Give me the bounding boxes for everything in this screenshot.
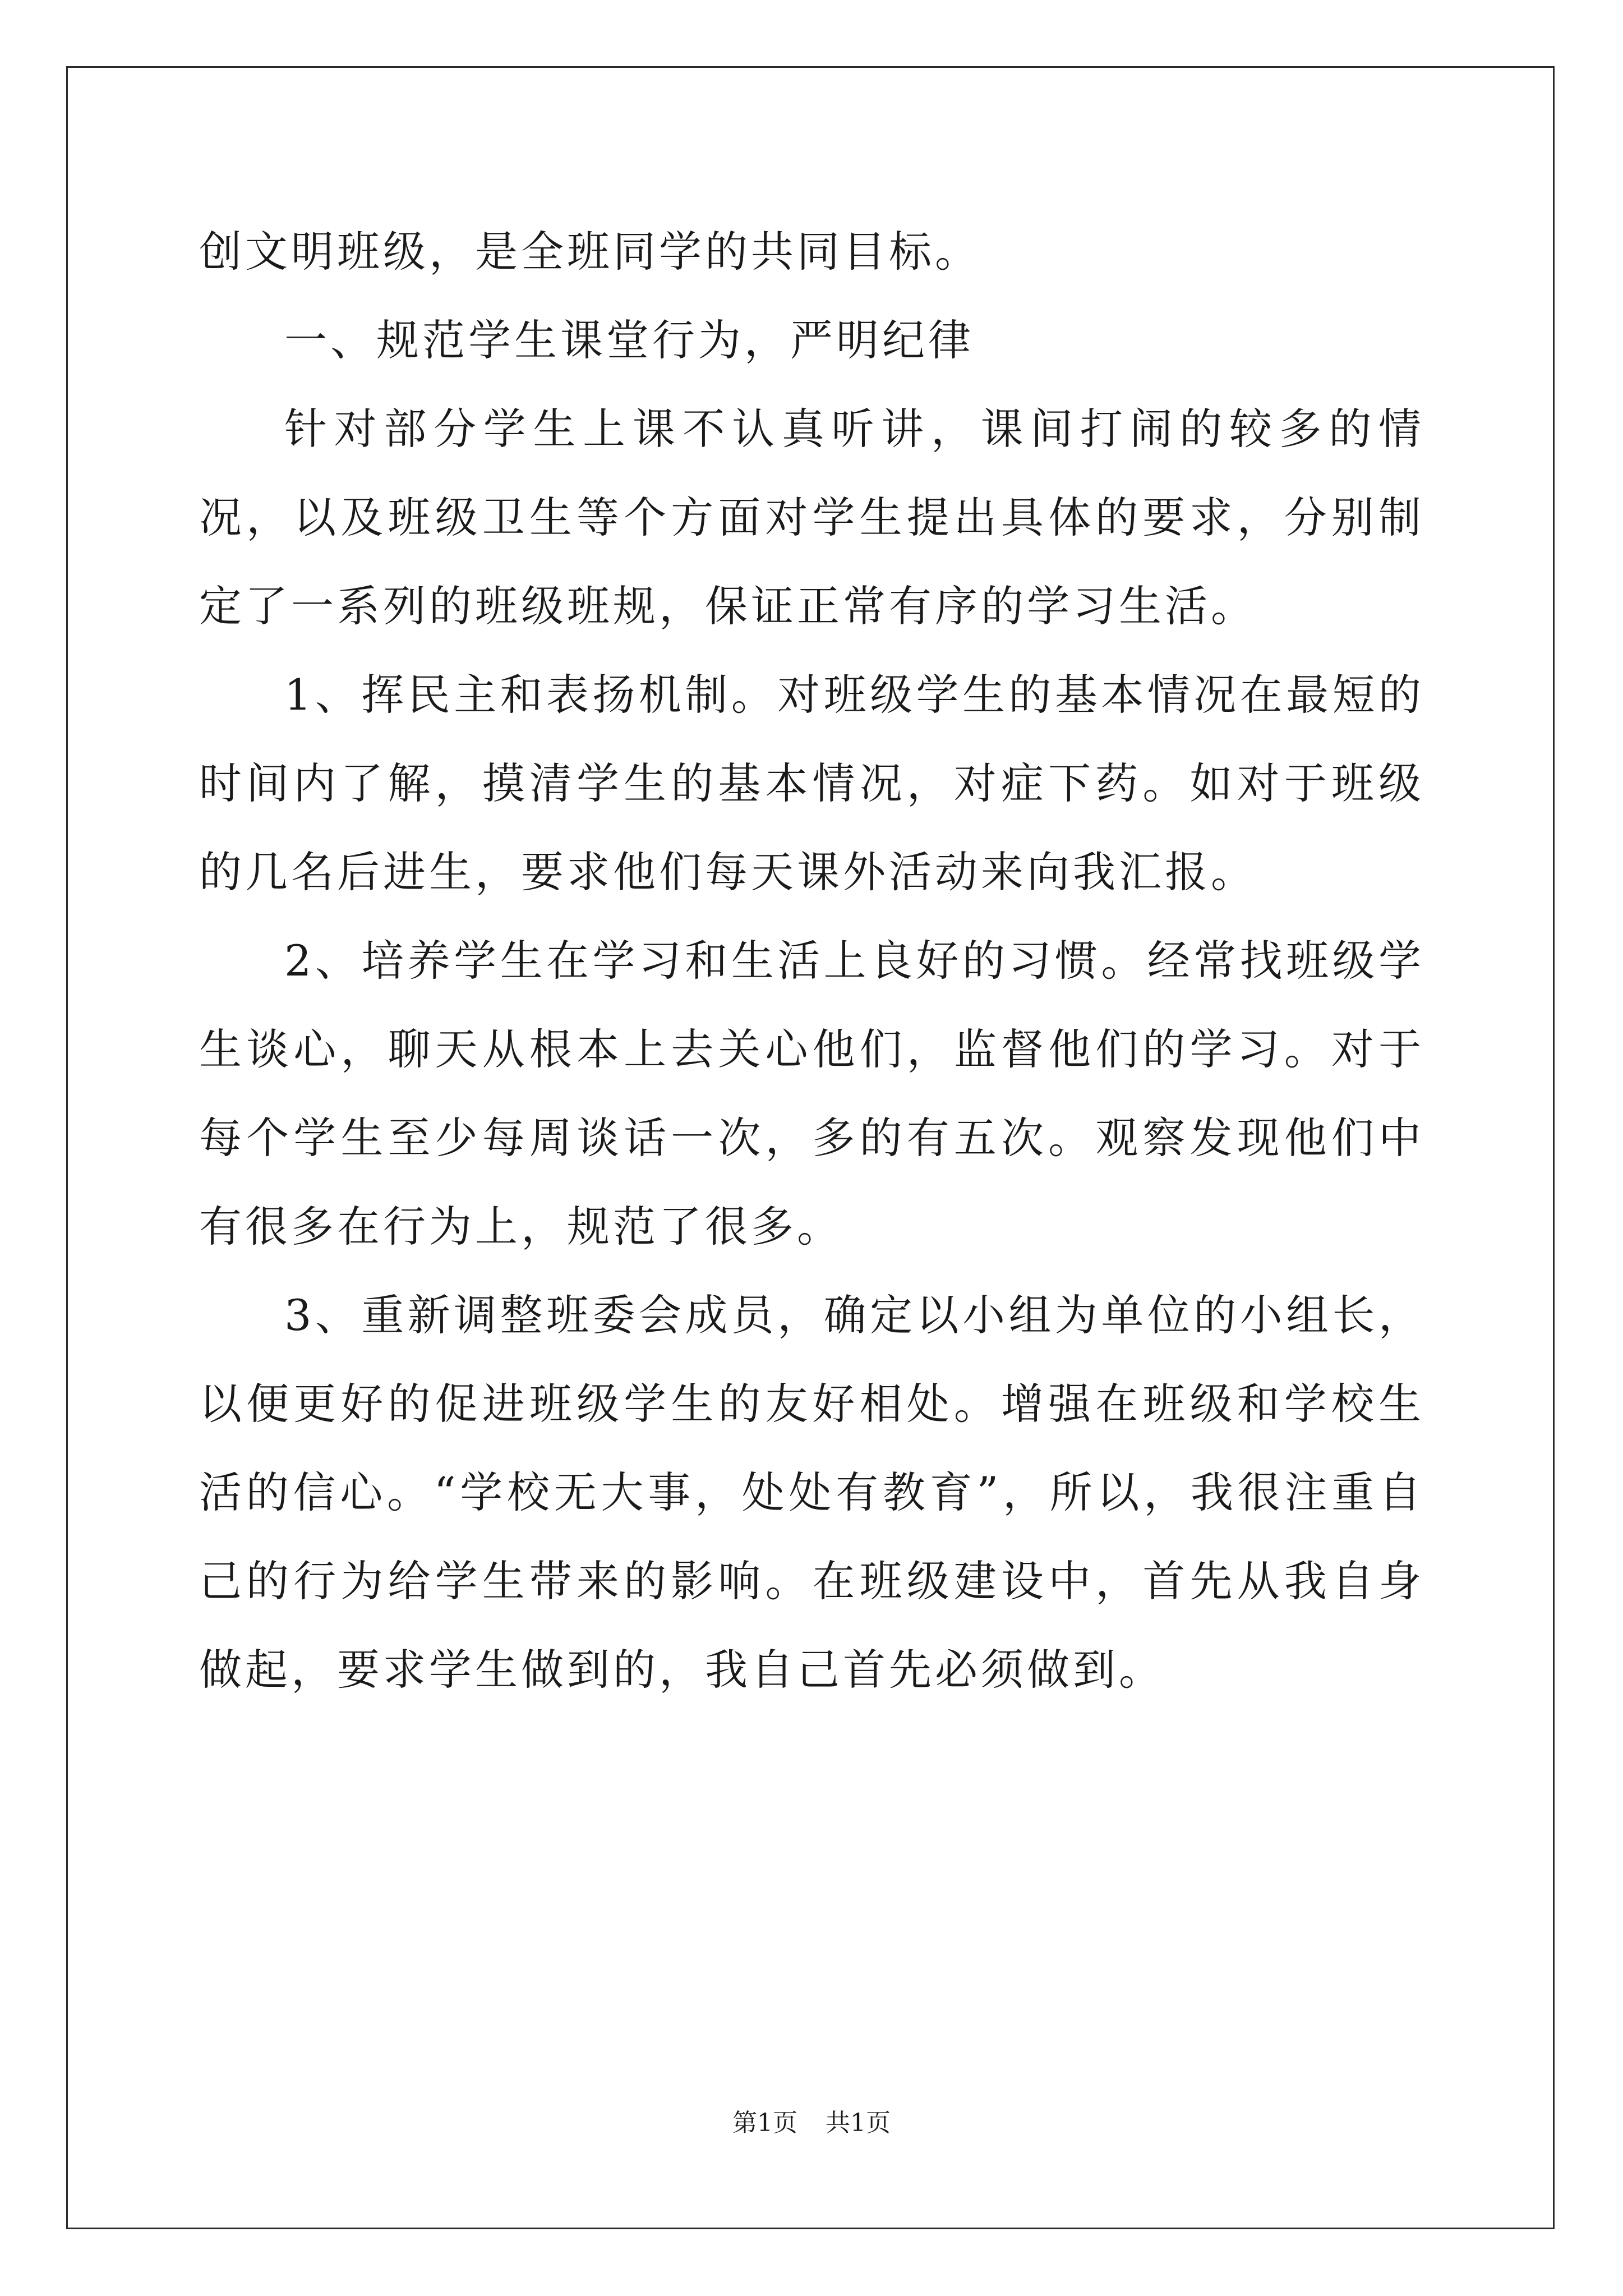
paragraph-discipline: 针对部分学生上课不认真听讲，课间打闹的较多的情况，以及班级卫生等个方面对学生提出具体的要求，分别制定了一系列的班级班规，保证正常有序的学习生活。 xyxy=(199,404,1424,631)
paragraph-item-2: 2、培养学生在学习和生活上良好的习惯。经常找班级学生谈心，聊天从根本上去关心他们，监督他们的学习。对于每个学生至少每周谈话一次，多的有五次。观察发现他们中有很多在行为上，规范了很多。 xyxy=(199,936,1424,1251)
page-footer xyxy=(0,2102,1623,2138)
paragraph-item-3: 3、重新调整班委会成员，确定以小组为单位的小组长，以便更好的促进班级学生的友好相处。增强在班级和学校生活的信心。“学校无大事，处处有教育”，所以，我很注重自己的行为给学生带来的影响。在班级建设中，首先从我自身做起，要求学生做到的，我自己首先必须做到。 xyxy=(199,1290,1424,1695)
paragraph-intro: 创文明班级，是全班同学的共同目标。 xyxy=(199,227,981,277)
page-number-total: 共1页 xyxy=(826,2109,891,2137)
page-number-current: 第1页 xyxy=(732,2109,797,2137)
section-heading: 一、规范学生课堂行为，严明纪律 xyxy=(284,315,974,365)
document-body xyxy=(199,208,1424,1714)
paragraph-item-1: 1、挥民主和表扬机制。对班级学生的基本情况在最短的时间内了解，摸清学生的基本情况，对症下药。如对于班级的几名后进生，要求他们每天课外活动来向我汇报。 xyxy=(199,670,1424,897)
